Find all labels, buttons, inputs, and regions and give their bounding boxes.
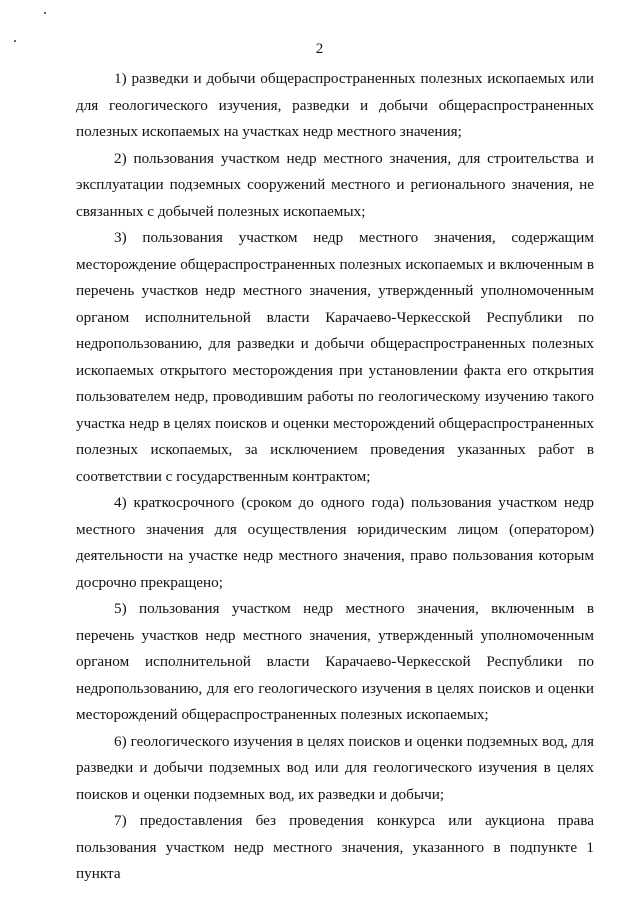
paragraph-item-6: 6) геологического изучения в целях поисков и оценки подземных вод, для разведки и добычи подземных вод или для геологического изучения в целях поисков и оценки подземных вод, их разведки и добычи; [76,732,594,803]
paragraph-item-5: 5) пользования участком недр местного значения, включенным в перечень участков недр местного значения, утвержденный уполномоченным органом исполнительной власти Карачаево-Черкесской Республики по недропользованию, для его геологического изучения в целях поисков и оценки месторождений общераспространенных полезных ископаемых; [76,600,594,723]
paragraph-item-2: 2) пользования участком недр местного значения, для строительства и эксплуатации подземных сооружений местного и регионального значения, не связанных с добычей полезных ископаемых; [76,149,594,220]
paragraph-item-4: 4) краткосрочного (сроком до одного года) пользования участком недр местного значения для осуществления юридическим лицом (оператором) деятельности на участке недр местного значения, право пользования которым досрочно прекращено; [76,494,594,591]
document-body [76,66,594,888]
scan-speck [44,12,46,14]
paragraph-item-7: 7) предоставления без проведения конкурса или аукциона права пользования участком недр местного значения, указанного в подпункте 1 пункта [76,812,594,882]
page-number: 2 [315,41,324,57]
paragraph-item-3: 3) пользования участком недр местного значения, содержащим месторождение общераспространенных полезных ископаемых и включенным в перечень участков недр местного значения, утвержденный уполномоченным органом исполнительной власти Карачаево-Черкесской Республики по недропользованию, для разведки и добычи общераспространенных полезных ископаемых открытого месторождения при установлении факта его открытия пользователем недр, проводившим работы по геологическому изучению такого участка недр в целях поисков и оценки месторождений общераспространенных полезных ископаемых, за исключением проведения указанных работ в соответствии с государственным контрактом; [76,229,594,485]
paragraph-item-1: 1) разведки и добычи общераспространенных полезных ископаемых или для геологического изучения, разведки и добычи общераспространенных полезных ископаемых на участках недр местного значения; [76,70,594,140]
